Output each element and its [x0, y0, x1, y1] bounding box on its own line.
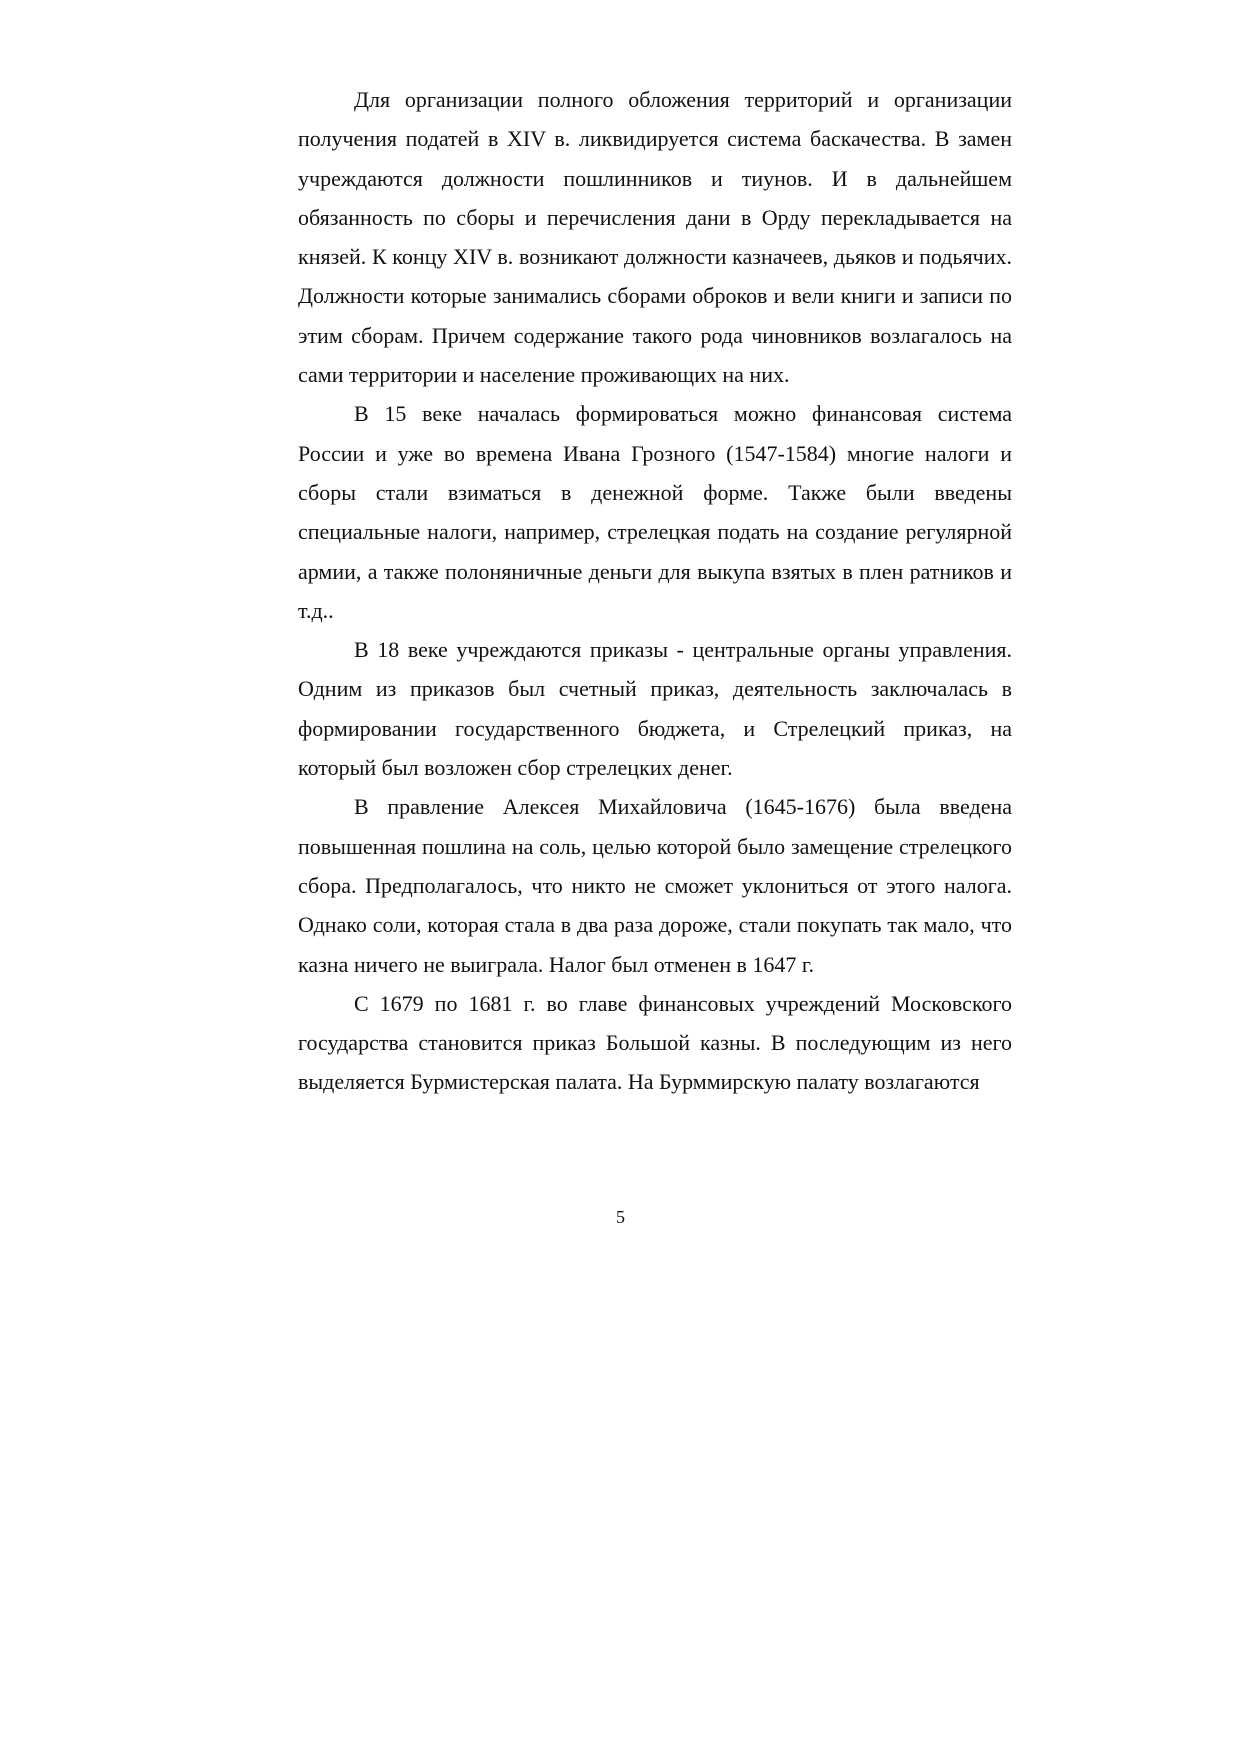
- paragraph: В 15 веке началась формироваться можно финансовая система России и уже во времена Ивана Грозного (1547-1584) многие налоги и сборы стали взиматься в денежной форме. Также были введены специальные налоги, например, стрелецкая подать на создание регулярной армии, а также полоняничные деньги для выкупа взятых в плен ратников и т.д..: [298, 401, 1012, 623]
- paragraph: В правление Алексея Михайловича (1645-1676) была введена повышенная пошлина на соль, целью которой было замещение стрелецкого сбора. Предполагалось, что никто не сможет уклониться от этого налога. Однако соли, которая стала в два раза дороже, стали покупать так мало, что казна ничего не выиграла. Налог был отменен в 1647 г.: [298, 794, 1012, 977]
- paragraph: С 1679 по 1681 г. во главе финансовых учреждений Московского государства становится приказ Большой казны. В последующим из него выделяется Бурмистерская палата. На Бурммирскую палату возлагаются: [298, 990, 1012, 1095]
- paragraph: Для организации полного обложения территорий и организации получения податей в XIV в. ликвидируется система баскачества. В замен учреждаются должности пошлинников и тиунов. И в дальнейшем обязанность по сборы и перечисления дани в Орду перекладывается на князей. К концу XIV в. возникают должности казначеев, дьяков и подьячих. Должности которые занимались сборами оброков и вели книги и записи по этим сборам. Причем содержание такого рода чиновников возлагалось на сами территории и население проживающих на них.: [298, 87, 1012, 388]
- paragraph: В 18 веке учреждаются приказы - центральные органы управления. Одним из приказов был счетный приказ, деятельность заключалась в формировании государственного бюджета, и Стрелецкий приказ, на который был возложен сбор стрелецких денег.: [298, 637, 1012, 781]
- page-body: [298, 80, 1012, 1102]
- page-number: 5: [616, 1207, 625, 1227]
